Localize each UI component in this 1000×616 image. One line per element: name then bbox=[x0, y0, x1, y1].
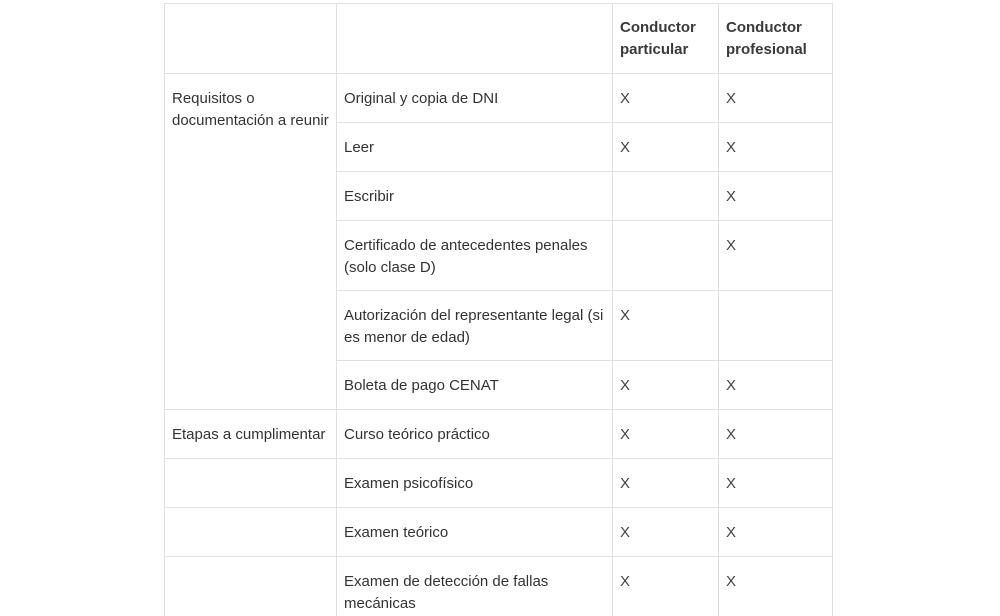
row-profesional-mark: X bbox=[719, 123, 833, 172]
row-profesional-mark: X bbox=[719, 221, 833, 291]
row-item: Autorización del representante legal (si es menor de edad) bbox=[337, 291, 613, 361]
row-item: Leer bbox=[337, 123, 613, 172]
row-profesional-mark: X bbox=[719, 361, 833, 410]
row-profesional-mark: X bbox=[719, 508, 833, 557]
group-label-empty bbox=[165, 508, 337, 557]
row-particular-mark: X bbox=[613, 410, 719, 459]
table-row bbox=[165, 557, 833, 616]
table-row bbox=[165, 508, 833, 557]
row-item: Boleta de pago CENAT bbox=[337, 361, 613, 410]
row-item: Examen teórico bbox=[337, 508, 613, 557]
group-label-requisitos: Requisitos o documentación a reunir bbox=[165, 74, 337, 410]
row-particular-mark: X bbox=[613, 291, 719, 361]
row-particular-mark bbox=[613, 172, 719, 221]
row-item: Curso teórico práctico bbox=[337, 410, 613, 459]
row-particular-mark: X bbox=[613, 361, 719, 410]
table-row bbox=[165, 459, 833, 508]
header-conductor-profesional: Conductor profesional bbox=[719, 4, 833, 74]
group-label-empty bbox=[165, 557, 337, 616]
row-particular-mark: X bbox=[613, 123, 719, 172]
row-profesional-mark bbox=[719, 291, 833, 361]
table-row bbox=[165, 74, 833, 123]
row-item: Examen psicofísico bbox=[337, 459, 613, 508]
row-profesional-mark: X bbox=[719, 74, 833, 123]
table-header-row bbox=[165, 4, 833, 74]
table-row bbox=[165, 410, 833, 459]
row-item: Examen de detección de fallas mecánicas bbox=[337, 557, 613, 616]
row-particular-mark: X bbox=[613, 459, 719, 508]
row-item: Certificado de antecedentes penales (solo clase D) bbox=[337, 221, 613, 291]
row-particular-mark: X bbox=[613, 508, 719, 557]
row-item: Escribir bbox=[337, 172, 613, 221]
header-cell-empty-2 bbox=[337, 4, 613, 74]
row-profesional-mark: X bbox=[719, 557, 833, 616]
row-particular-mark: X bbox=[613, 74, 719, 123]
row-particular-mark: X bbox=[613, 557, 719, 616]
requirements-table bbox=[164, 3, 833, 616]
header-conductor-particular: Conductor particular bbox=[613, 4, 719, 74]
row-particular-mark bbox=[613, 221, 719, 291]
row-profesional-mark: X bbox=[719, 459, 833, 508]
header-cell-empty-1 bbox=[165, 4, 337, 74]
group-label-etapas: Etapas a cumplimentar bbox=[165, 410, 337, 459]
row-item: Original y copia de DNI bbox=[337, 74, 613, 123]
row-profesional-mark: X bbox=[719, 410, 833, 459]
row-profesional-mark: X bbox=[719, 172, 833, 221]
group-label-empty bbox=[165, 459, 337, 508]
